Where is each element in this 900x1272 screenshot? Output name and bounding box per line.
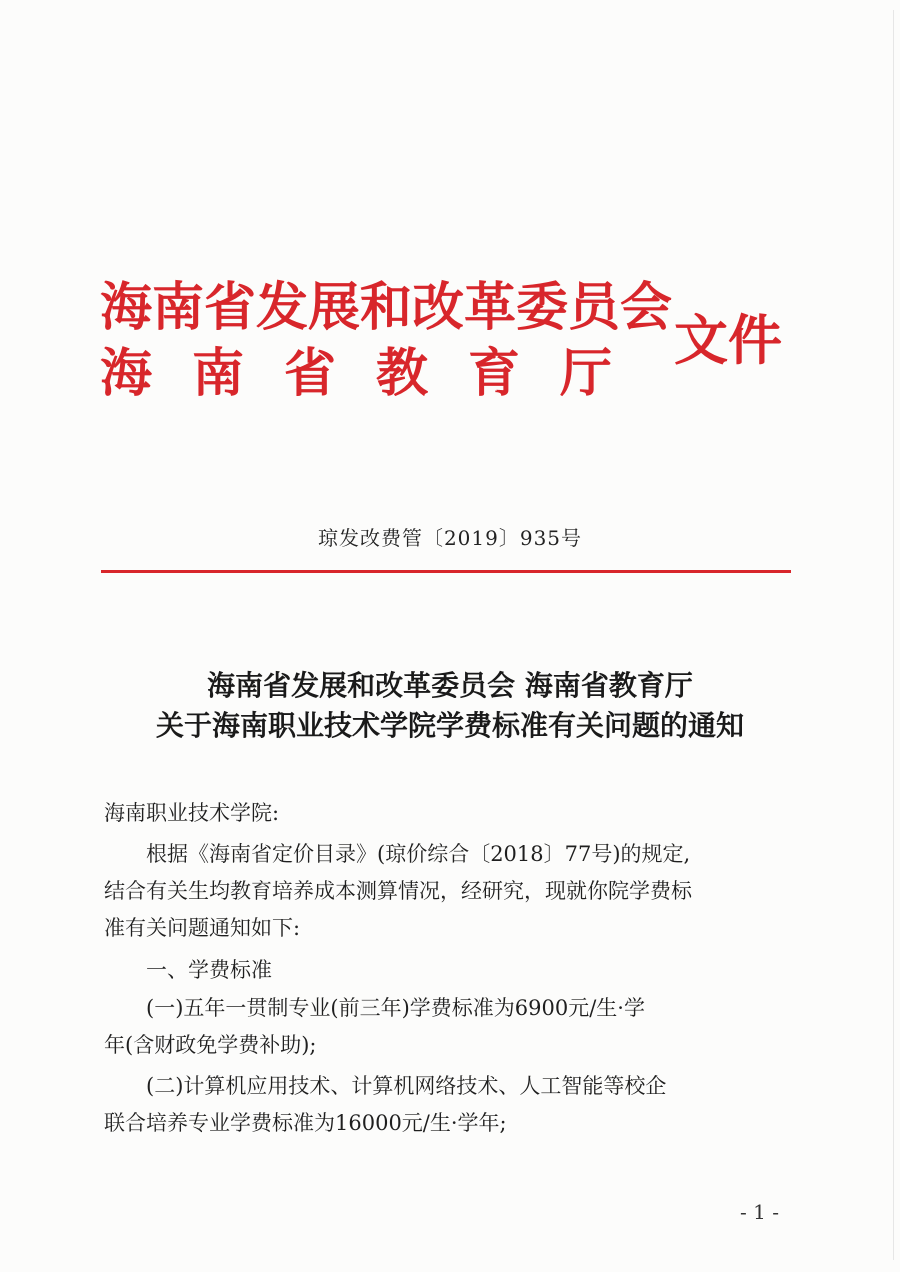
item-2 <box>104 1068 794 1142</box>
issuing-org-2: 海南省教育厅 <box>100 344 653 404</box>
item-1-line-1: (一)五年一贯制专业(前三年)学费标准为6900元/生·学 <box>146 996 645 1020</box>
issuing-org-1: 海南省发展和改革委员会 <box>100 278 673 338</box>
paragraph-1-line-3: 准有关问题通知如下: <box>104 916 301 940</box>
addressee: 海南职业技术学院: <box>104 801 280 825</box>
document-number: 琼发改费管〔2019〕935号 <box>317 526 583 550</box>
item-2-line-1: (二)计算机应用技术、计算机网络技术、人工智能等校企 <box>146 1074 667 1098</box>
notice-title-line-2: 关于海南职业技术学院学费标准有关问题的通知 <box>155 709 744 742</box>
section-heading-1: 一、学费标准 <box>146 958 272 982</box>
paragraph-1-line-1: 根据《海南省定价目录》(琼价综合〔2018〕77号)的规定, <box>146 842 691 866</box>
paragraph-1 <box>104 836 794 947</box>
page-number: - 1 - <box>740 1200 779 1224</box>
item-1-line-2: 年(含财政免学费补助); <box>104 1033 317 1057</box>
item-2-line-2: 联合培养专业学费标准为16000元/生·学年; <box>104 1111 507 1135</box>
scan-edge <box>893 10 894 1260</box>
item-1 <box>104 990 794 1064</box>
red-divider <box>101 570 791 573</box>
paragraph-1-line-2: 结合有关生均教育培养成本测算情况，经研究，现就你院学费标 <box>104 879 692 903</box>
notice-title-line-1: 海南省发展和改革委员会 海南省教育厅 <box>207 669 693 702</box>
document-type-label: 文件 <box>674 309 782 372</box>
